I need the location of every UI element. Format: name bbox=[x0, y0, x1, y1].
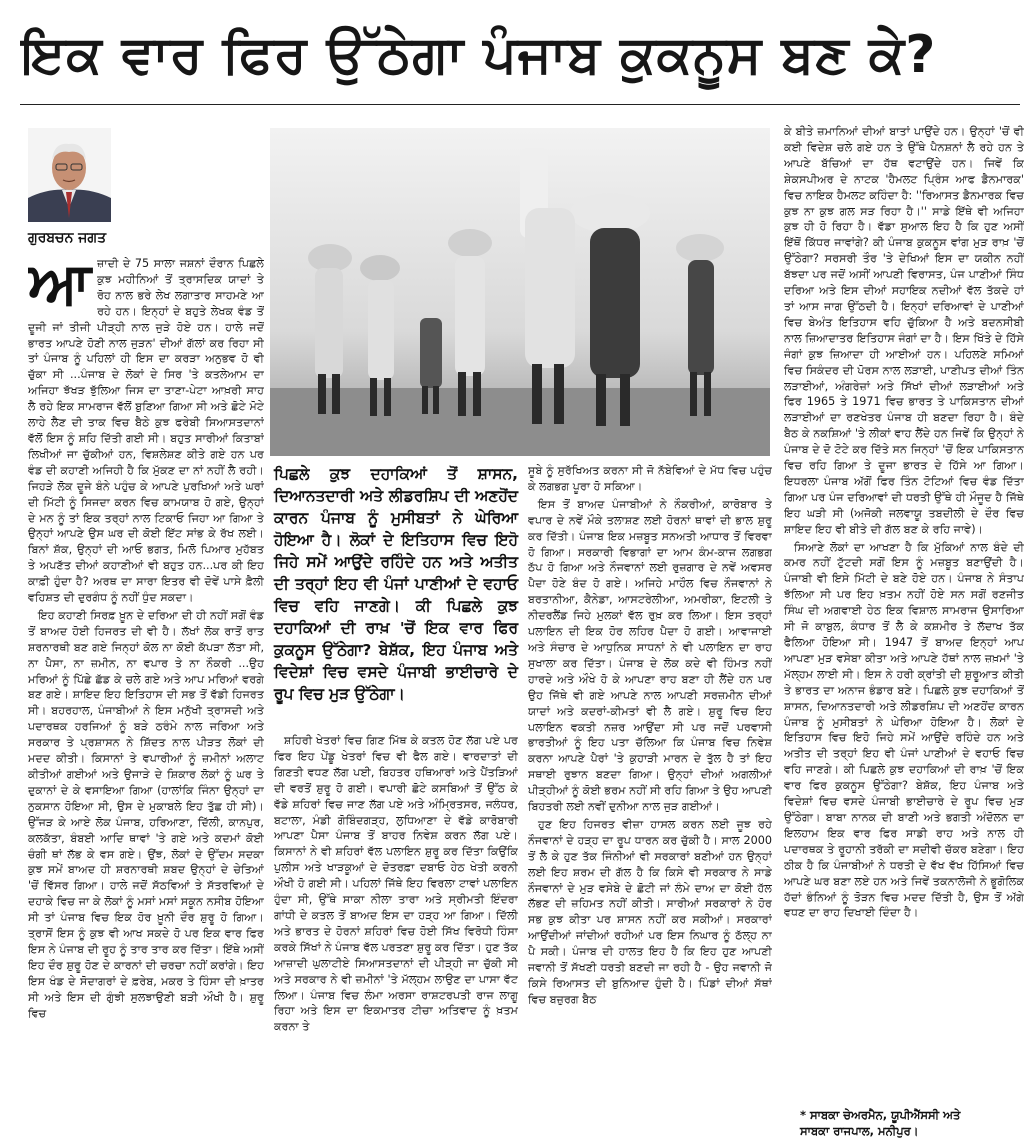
author-byline: ਗੁਰਬਚਨ ਜਗਤ bbox=[28, 230, 107, 246]
headline: ਇਕ ਵਾਰ ਫਿਰ ਉੱਠੇਗਾ ਪੰਜਾਬ ਕੁਕਨੂਸ ਬਣ ਕੇ? bbox=[20, 25, 937, 85]
partition-photo bbox=[270, 128, 770, 456]
column-3 bbox=[528, 463, 772, 1137]
column-4 bbox=[784, 124, 1024, 1104]
dropcap: ਆ bbox=[28, 256, 92, 317]
author-portrait bbox=[28, 128, 111, 222]
paragraph: ਕੇ ਬੀਤੇ ਜ਼ਮਾਨਿਆਂ ਦੀਆਂ ਬਾਤਾਂ ਪਾਉਂਦੇ ਹਨ। ਉਨ੍ਹਾਂ 'ਚੋਂ ਵੀ ਕਈ ਵਿਦੇਸ਼ ਚਲੇ ਗਏ ਹਨ ਤੇ ਉੱਥੇ ਪੈਨਸ਼ਨਾਂ ਲੈ ਰਹੇ ਹਨ ਤੇ ਆਪਣੇ ਬੱਚਿਆਂ ਦਾ ਹੱਥ ਵਟਾਉਂਦੇ ਹਨ। ਜਿਵੇਂ ਕਿ ਸ਼ੇਕਸਪੀਅਰ ਦੇ ਨਾਟਕ 'ਹੈਮਲਟ ਪ੍ਰਿੰਸ ਆਫ ਡੈਨਮਾਰਕ' ਵਿਚ ਨਾਇਕ ਹੈਮਲਟ ਕਹਿੰਦਾ ਹੈ: ''ਰਿਆਸਤ ਡੈਨਮਾਰਕ ਵਿਚ ਕੁਝ ਨਾ ਕੁਝ ਗਲ ਸੜ ਰਿਹਾ ਹੈ।'' ਸਾਡੇ ਇੱਥੇ ਵੀ ਅਜਿਹਾ ਕੁਝ ਹੀ ਹੋ ਰਿਹਾ ਹੈ। ਵੱਡਾ ਸੁਆਲ ਇਹ ਹੈ ਕਿ ਹੁਣ ਅਸੀਂ ਇੱਥੋਂ ਕਿੱਧਰ ਜਾਵਾਂਗੇ? ਕੀ ਪੰਜਾਬ ਕੁਕਨੂਸ ਵਾਂਗ ਮੁੜ ਰਾਖ਼ 'ਚੋਂ ਉੱਠੇਗਾ? ਸਰਸਰੀ ਤੌਰ 'ਤੇ ਦੇਖਿਆਂ ਇਸ ਦਾ ਯਕੀਨ ਨਹੀਂ ਬੱਝਦਾ ਪਰ ਜਦੋਂ ਅਸੀਂ ਆਪਣੀ ਵਿਰਾਸਤ, ਪੰਜ ਪਾਣੀਆਂ ਸਿੰਧ ਦਰਿਆ ਅਤੇ ਇਸ ਦੀਆਂ ਸਹਾਇਕ ਨਦੀਆਂ ਵੱਲ ਤੱਕਦੇ ਹਾਂ ਤਾਂ ਆਸ ਜਾਗ ਉੱਠਦੀ ਹੈ। ਇਨ੍ਹਾਂ ਦਰਿਆਵਾਂ ਦੇ ਪਾਣੀਆਂ ਵਿਚ ਬੇਅੰਤ ਇਤਿਹਾਸ ਵਹਿ ਚੁੱਕਿਆ ਹੈ ਅਤੇ ਬਦਨਸੀਬੀ ਨਾਲ ਜ਼ਿਆਦਾਤਰ ਇਤਿਹਾਸ ਜੰਗਾਂ ਦਾ ਹੈ। ਇਸ ਖਿੱਤੇ ਦੇ ਹਿੱਸੇ ਜੰਗਾਂ ਕੁਝ ਜ਼ਿਆਦਾ ਹੀ ਆਈਆਂ ਹਨ। ਪਹਿਲਣੇ ਸਮਿਆਂ ਵਿਚ ਸਿਕੰਦਰ ਦੀ ਪੋਰਸ ਨਾਲ ਲੜਾਈ, ਪਾਣੀਪਤ ਦੀਆਂ ਤਿੰਨ ਲੜਾਈਆਂ, ਅੰਗਰੇਜ਼ਾਂ ਅਤੇ ਸਿੱਖਾਂ ਦੀਆਂ ਲੜਾਈਆਂ ਅਤੇ ਫਿਰ 1965 ਤੇ 1971 ਵਿਚ ਭਾਰਤ ਤੇ ਪਾਕਿਸਤਾਨ ਦੀਆਂ ਲੜਾਈਆਂ ਦਾ ਰਣਖੇਤਰ ਪੰਜਾਬ ਹੀ ਬਣਦਾ ਰਿਹਾ ਹੈ। ਬੰਦੇ ਬੈਠ ਕੇ ਨਕਸ਼ਿਆਂ 'ਤੇ ਲੀਕਾਂ ਵਾਹ ਲੈਂਦੇ ਹਨ ਜਿਵੇਂ ਕਿ ਉਨ੍ਹਾਂ ਨੇ ਪੰਜਾਬ ਦੇ ਦੋ ਟੋਟੇ ਕਰ ਦਿੱਤੇ ਸਨ ਜਿਨ੍ਹਾਂ 'ਚੋਂ ਇਕ ਪਾਕਿਸਤਾਨ ਵਿਚ ਰਹਿ ਗਿਆ ਤੇ ਦੂਜਾ ਭਾਰਤ ਦੇ ਹਿੱਸੇ ਆ ਗਿਆ। ਇਧਰਲਾ ਪੰਜਾਬ ਅੱਗੋਂ ਫਿਰ ਤਿੰਨ ਟੋਟਿਆਂ ਵਿਚ ਵੰਡ ਦਿੱਤਾ ਗਿਆ ਪਰ ਪੰਜ ਦਰਿਆਵਾਂ ਦੀ ਧਰਤੀ ਉੱਥੇ ਹੀ ਮੌਜੂਦ ਹੈ ਜਿੱਥੇ ਇਹ ਘੜੀ ਸੀ (ਅਜੋਕੀ ਜਲਵਾਯੂ ਤਬਦੀਲੀ ਦੇ ਦੌਰ ਵਿਚ ਸ਼ਾਇਦ ਇਹ ਵੀ ਬੀਤੇ ਦੀ ਗੱਲ ਬਣ ਕੇ ਰਹਿ ਜਾਵੇ)। bbox=[784, 125, 1024, 536]
paragraph: ਇਹ ਕਹਾਣੀ ਸਿਰਫ਼ ਖ਼ੂਨ ਦੇ ਦਰਿਆ ਦੀ ਹੀ ਨਹੀਂ ਸਗੋਂ ਵੰਡ ਤੋਂ ਬਾਅਦ ਹੋਈ ਹਿਜਰਤ ਦੀ ਵੀ ਹੈ। ਲੱਖਾਂ ਲੋਕ ਰਾਤੋਂ ਰਾਤ ਸ਼ਰਨਾਰਥੀ ਬਣ ਗਏ ਜਿਨ੍ਹਾਂ ਕੋਲ ਨਾ ਕੋਈ ਕੱਪੜਾ ਲੱਤਾ ਸੀ, ਨਾ ਪੈਸਾ, ਨਾ ਜ਼ਮੀਨ, ਨਾ ਵਪਾਰ ਤੇ ਨਾ ਨੌਕਰੀ ...ਉਹ ਮਰਿਆਂ ਨੂੰ ਪਿੱਛੇ ਛੱਡ ਕੇ ਚਲੇ ਗਏ ਅਤੇ ਆਪ ਮਰਿਆਂ ਵਰਗੇ ਬਣ ਗਏ। ਸ਼ਾਇਦ ਇਹ ਇਤਿਹਾਸ ਦੀ ਸਭ ਤੋਂ ਵੱਡੀ ਹਿਜਰਤ ਸੀ। ਬਹਰਹਾਲ, ਪੰਜਾਬੀਆਂ ਨੇ ਇਸ ਮਨੁੱਖੀ ਤ੍ਰਾਸਦੀ ਅਤੇ ਪਦਾਰਥਕ ਹਰਜਿਆਂ ਨੂੰ ਬੜੇ ਠਰੰਮੇ ਨਾਲ ਜਰਿਆ ਅਤੇ ਸਰਕਾਰ ਤੇ ਪ੍ਰਸ਼ਾਸਨ ਨੇ ਸ਼ਿੱਦਤ ਨਾਲ ਪੀੜਤ ਲੋਕਾਂ ਦੀ ਮਦਦ ਕੀਤੀ। ਕਿਸਾਨਾਂ ਤੇ ਵਪਾਰੀਆਂ ਨੂੰ ਜ਼ਮੀਨਾਂ ਅਲਾਟ ਕੀਤੀਆਂ ਗਈਆਂ ਅਤੇ ਉਜਾੜੇ ਦੇ ਸ਼ਿਕਾਰ ਲੋਕਾਂ ਨੂੰ ਘਰ ਤੇ ਦੁਕਾਨਾਂ ਦੇ ਕੇ ਵਸਾਇਆ ਗਿਆ (ਹਾਲਾਂਕਿ ਜਿੰਨਾ ਉਨ੍ਹਾਂ ਦਾ ਨੁਕਸਾਨ ਹੋਇਆ ਸੀ, ਉਸ ਦੇ ਮੁਕਾਬਲੇ ਇਹ ਤੁੱਛ ਹੀ ਸੀ)। ਉੱਜੜ ਕੇ ਆਏ ਲੋਕ ਪੰਜਾਬ, ਹਰਿਆਣਾ, ਦਿੱਲੀ, ਕਾਨਪੁਰ, ਕਲਕੱਤਾ, ਬੰਬਈ ਆਦਿ ਥਾਵਾਂ 'ਤੇ ਗਏ ਅਤੇ ਕਦਮਾਂ ਕੋਈ ਚੰਗੀ ਥਾਂ ਲੱਭ ਕੇ ਵਸ ਗਏ। ਉਂਝ, ਲੋਕਾਂ ਦੇ ਉੱਦਮ ਸਦਕਾ ਕੁਝ ਸਮੇਂ ਬਾਅਦ ਹੀ ਸ਼ਰਨਾਰਥੀ ਸ਼ਬਦ ਉਨ੍ਹਾਂ ਦੇ ਚੇਤਿਆਂ 'ਚੋਂ ਵਿੱਸਰ ਗਿਆ। ਹਾਲੇ ਜਦੋਂ ਸੱਠਵਿਆਂ ਤੇ ਸੱਤਰਵਿਆਂ ਦੇ ਦਹਾਕੇ ਵਿਚ ਜਾ ਕੇ ਲੋਕਾਂ ਨੂੰ ਮਸਾਂ ਮਸਾਂ ਸਕੂਨ ਨਸੀਬ ਹੋਇਆ ਸੀ ਤਾਂ ਪੰਜਾਬ ਵਿਚ ਇਕ ਹੋਰ ਖ਼ੂਨੀ ਦੌਰ ਸ਼ੁਰੂ ਹੋ ਗਿਆ। ਤ੍ਰਾਸੋਂ ਇਸ ਨੂੰ ਕੁਝ ਵੀ ਆਖ ਸਕਦੇ ਹੋ ਪਰ ਇਕ ਵਾਰ ਫਿਰ ਇਸ ਨੇ ਪੰਜਾਬ ਦੀ ਰੂਹ ਨੂੰ ਤਾਰ ਤਾਰ ਕਰ ਦਿੱਤਾ। ਇੱਥੇ ਅਸੀਂ ਇਹ ਦੌਰ ਸ਼ੁਰੂ ਹੋਣ ਦੇ ਕਾਰਨਾਂ ਦੀ ਚਰਚਾ ਨਹੀਂ ਕਰਾਂਗੇ। ਇਹ ਇਸ ਖੰਡ ਦੇ ਸੋਦਾਗਰਾਂ ਦੇ ਫ਼ਰੇਬ, ਮਕਰ ਤੇ ਹਿੰਸਾ ਦੀ ਖ਼ਾਤਰ ਸੀ ਅਤੇ ਇਸ ਦੀ ਗੁੰਝੀ ਸੁਲਝਾਉਣੀ ਬੜੀ ਔਖੀ ਹੈ। ਸ਼ੁਰੂ ਵਿਚ bbox=[28, 608, 264, 1020]
column-2 bbox=[274, 733, 518, 1137]
author-note-line: ਸਾਬਕਾ ਰਾਜਪਾਲ, ਮਨੀਪੁਰ। bbox=[800, 1123, 919, 1138]
pull-quote: ਪਿਛਲੇ ਕੁਝ ਦਹਾਕਿਆਂ ਤੋਂ ਸ਼ਾਸਨ, ਦਿਆਨਤਦਾਰੀ ਅਤੇ ਲੀਡਰਸ਼ਿਪ ਦੀ ਅਣਹੋਂਦ ਕਾਰਨ ਪੰਜਾਬ ਨੂੰ ਮੁਸੀਬਤਾਂ ਨੇ ਘੇਰਿਆ ਹੋਇਆ ਹੈ। ਲੋਕਾਂ ਦੇ ਇਤਿਹਾਸ ਵਿਚ ਇਹੋ ਜਿਹੇ ਸਮੇਂ ਆਉਂਦੇ ਰਹਿੰਦੇ ਹਨ ਅਤੇ ਅਤੀਤ ਦੀ ਤਰ੍ਹਾਂ ਇਹ ਵੀ ਪੰਜਾਂ ਪਾਣੀਆਂ ਦੇ ਵਹਾਓ ਵਿਚ ਵਹਿ ਜਾਣਗੇ। ਕੀ ਪਿਛਲੇ ਕੁਝ ਦਹਾਕਿਆਂ ਦੀ ਰਾਖ਼ 'ਚੋਂ ਇਕ ਵਾਰ ਫਿਰ ਕੁਕਨੂਸ ਉੱਠੇਗਾ? ਬੇਸ਼ੱਕ, ਇਹ ਪੰਜਾਬ ਅਤੇ ਵਿਦੇਸ਼ਾਂ ਵਿਚ ਵਸਦੇ ਪੰਜਾਬੀ ਭਾਈਚਾਰੇ ਦੇ ਰੂਪ ਵਿਚ ਮੁੜ ਉੱਠੇਗਾ। bbox=[274, 465, 518, 703]
paragraph: ਸਿਆਣੇ ਲੋਕਾਂ ਦਾ ਆਖਣਾ ਹੈ ਕਿ ਮੁੱਕਿਆਂ ਨਾਲ ਬੰਦੇ ਦੀ ਕਮਰ ਨਹੀਂ ਟੁੱਟਦੀ ਸਗੋਂ ਇਸ ਨੂੰ ਮਜ਼ਬੂਤ ਬਣਾਉਂਦੀ ਹੈ। ਪੰਜਾਬੀ ਵੀ ਇਸੇ ਮਿੱਟੀ ਦੇ ਬਣੇ ਹੋਏ ਹਨ। ਪੰਜਾਬ ਨੇ ਸੰਤਾਪ ਝੱਲਿਆ ਸੀ ਪਰ ਇਹ ਖ਼ਤਮ ਨਹੀਂ ਹੋਏ ਸਨ ਸਗੋਂ ਰਣਜੀਤ ਸਿੰਘ ਦੀ ਅਗਵਾਈ ਹੇਠ ਇਕ ਵਿਸ਼ਾਲ ਸਾਮਰਾਜ ਉਸਾਰਿਆ ਸੀ ਜੋ ਕਾਬੁਲ, ਕੰਧਾਰ ਤੋਂ ਲੈ ਕੇ ਕਸ਼ਮੀਰ ਤੇ ਲੱਦਾਖ ਤੱਕ ਫੈਲਿਆ ਹੋਇਆ ਸੀ। 1947 ਤੋਂ ਬਾਅਦ ਇਨ੍ਹਾਂ ਆਪ ਆਪਣਾ ਮੁੜ ਵਸੇਬਾ ਕੀਤਾ ਅਤੇ ਆਪਣੇ ਹੱਥਾਂ ਨਾਲ ਜ਼ਖ਼ਮਾਂ 'ਤੇ ਮੱਲ੍ਹਮ ਲਾਈ ਸੀ। ਇਸ ਨੇ ਹਰੀ ਕ੍ਰਾਂਤੀ ਦੀ ਸ਼ੁਰੂਆਤ ਕੀਤੀ ਤੇ ਭਾਰਤ ਦਾ ਅਨਾਜ ਭੰਡਾਰ ਬਣੇ। ਪਿਛਲੇ ਕੁਝ ਦਹਾਕਿਆਂ ਤੋਂ ਸ਼ਾਸਨ, ਦਿਆਨਤਦਾਰੀ ਅਤੇ ਲੀਡਰਸ਼ਿਪ ਦੀ ਅਣਹੋਂਦ ਕਾਰਨ ਪੰਜਾਬ ਨੂੰ ਮੁਸੀਬਤਾਂ ਨੇ ਘੇਰਿਆ ਹੋਇਆ ਹੈ। ਲੋਕਾਂ ਦੇ ਇਤਿਹਾਸ ਵਿਚ ਇਹੋ ਜਿਹੇ ਸਮੇਂ ਆਉਂਦੇ ਰਹਿੰਦੇ ਹਨ ਅਤੇ ਅਤੀਤ ਦੀ ਤਰ੍ਹਾਂ ਇਹ ਵੀ ਪੰਜਾਂ ਪਾਣੀਆਂ ਦੇ ਵਹਾਓ ਵਿਚ ਵਹਿ ਜਾਣਗੇ। ਕੀ ਪਿਛਲੇ ਕੁਝ ਦਹਾਕਿਆਂ ਦੀ ਰਾਖ਼ 'ਚੋਂ ਇਕ ਵਾਰ ਫਿਰ ਕੁਕਨੂਸ ਉੱਠੇਗਾ? ਬੇਸ਼ੱਕ, ਇਹ ਪੰਜਾਬ ਅਤੇ ਵਿਦੇਸ਼ਾਂ ਵਿਚ ਵਸਦੇ ਪੰਜਾਬੀ ਭਾਈਚਾਰੇ ਦੇ ਰੂਪ ਵਿਚ ਮੁੜ ਉੱਠੇਗਾ। ਬਾਬਾ ਨਾਨਕ ਦੀ ਬਾਣੀ ਅਤੇ ਭਗਤੀ ਅੰਦੋਲਨ ਦਾ ਇਲਹਾਮ ਇਕ ਵਾਰ ਫਿਰ ਸਾਡੀ ਰਾਹ ਅਤੇ ਨਾਲ ਹੀ ਪਦਾਰਥਕ ਤੇ ਰੂਹਾਨੀ ਤਰੱਕੀ ਦਾ ਸਦੀਵੀ ਚੱਕਰ ਬਣੇਗਾ। ਇਹ ਠੀਕ ਹੈ ਕਿ ਪੰਜਾਬੀਆਂ ਨੇ ਧਰਤੀ ਦੇ ਵੱਖ ਵੱਖ ਹਿੱਸਿਆਂ ਵਿਚ ਆਪਣੇ ਘਰ ਬਣਾ ਲਏ ਹਨ ਅਤੇ ਜਿਵੇਂ ਤਕਨਾਲੋਜੀ ਨੇ ਭੂਗੋਲਿਕ ਹੱਦਾਂ ਭੰਨਿਆਂ ਨੂੰ ਤੋੜਨ ਵਿਚ ਮਦਦ ਦਿੱਤੀ ਹੈ, ਉਸ ਤੋਂ ਅੱਗੇ ਵਧਣ ਦਾ ਰਾਹ ਦਿਖਾਈ ਦਿੰਦਾ ਹੈ। bbox=[784, 540, 1024, 920]
paragraph: ਸ਼ਹਿਰੀ ਖੇਤਰਾਂ ਵਿਚ ਗਿਣ ਮਿੱਥ ਕੇ ਕਤਲ ਹੋਣ ਲੱਗ ਪਏ ਪਰ ਫਿਰ ਇਹ ਪੇਂਡੂ ਖੇਤਰਾਂ ਵਿਚ ਵੀ ਫੈਲ ਗਏ। ਵਾਰਦਾਤਾਂ ਦੀ ਗਿਣਤੀ ਵਧਣ ਲੱਗ ਪਈ, ਬਿਹਤਰ ਹਥਿਆਰਾਂ ਅਤੇ ਪੈਂਤੜਿਆਂ ਦੀ ਵਰਤੋਂ ਸ਼ੁਰੂ ਹੋ ਗਈ। ਵਪਾਰੀ ਛੋਟੇ ਕਸਬਿਆਂ ਤੋਂ ਉੱਠ ਕੇ ਵੱਡੇ ਸ਼ਹਿਰਾਂ ਵਿਚ ਜਾਣ ਲੱਗ ਪਏ ਅਤੇ ਅੰਮ੍ਰਿਤਸਰ, ਜਲੰਧਰ, ਬਟਾਲਾ, ਮੰਡੀ ਗੋਬਿੰਦਗੜ੍ਹ, ਲੁਧਿਆਣਾ ਦੇ ਵੱਡੇ ਕਾਰੋਬਾਰੀ ਆਪਣਾ ਪੈਸਾ ਪੰਜਾਬ ਤੋਂ ਬਾਹਰ ਨਿਵੇਸ਼ ਕਰਨ ਲੱਗ ਪਏ। ਕਿਸਾਨਾਂ ਨੇ ਵੀ ਸ਼ਹਿਰਾਂ ਵੱਲ ਪਲਾਇਨ ਸ਼ੁਰੂ ਕਰ ਦਿੱਤਾ ਕਿਉਂਕਿ ਪੁਲੀਸ ਅਤੇ ਖਾੜਕੂਆਂ ਦੇ ਦੋਤਰਫ਼ਾ ਦਬਾਓ ਹੇਠ ਖੇਤੀ ਕਰਨੀ ਔਖੀ ਹੋ ਗਈ ਸੀ। ਪਹਿਲਾਂ ਜਿੱਥੇ ਇਹ ਵਿਰਲਾ ਟਾਵਾਂ ਪਲਾਇਨ ਹੁੰਦਾ ਸੀ, ਉੱਥੇ ਸਾਕਾ ਨੀਲਾ ਤਾਰਾ ਅਤੇ ਸ੍ਰੀਮਤੀ ਇੰਦਰਾ ਗਾਂਧੀ ਦੇ ਕਤਲ ਤੋਂ ਬਾਅਦ ਇਸ ਦਾ ਹੜ੍ਹ ਆ ਗਿਆ। ਦਿੱਲੀ ਅਤੇ ਭਾਰਤ ਦੇ ਹੋਰਨਾਂ ਸ਼ਹਿਰਾਂ ਵਿਚ ਹੋਈ ਸਿੱਖ ਵਿਰੋਧੀ ਹਿੰਸਾ ਕਰਕੇ ਸਿੱਖਾਂ ਨੇ ਪੰਜਾਬ ਵੱਲ ਪਰਤਣਾ ਸ਼ੁਰੂ ਕਰ ਦਿੱਤਾ। ਹੁਣ ਤੱਕ ਆਜ਼ਾਦੀ ਘੁਲਾਟੀਏ ਸਿਆਸਤਦਾਨਾਂ ਦੀ ਪੀੜ੍ਹੀ ਜਾ ਚੁੱਕੀ ਸੀ ਅਤੇ ਸਰਕਾਰ ਨੇ ਵੀ ਜ਼ਮੀਨਾਂ 'ਤੇ ਮੱਲ੍ਹਮ ਲਾਉਣ ਦਾ ਪਾਸਾ ਵੱਟ ਲਿਆ। ਪੰਜਾਬ ਵਿਚ ਲੰਮਾ ਅਰਸਾ ਰਾਸ਼ਟਰਪਤੀ ਰਾਜ ਲਾਗੂ ਰਿਹਾ ਅਤੇ ਇਸ ਦਾ ਇਕਮਾਤਰ ਟੀਚਾ ਅਤਿਵਾਦ ਨੂੰ ਖ਼ਤਮ ਕਰਨਾ ਤੇ bbox=[274, 734, 518, 1034]
headline-rule bbox=[20, 104, 1020, 105]
paragraph: ਇਸ ਤੋਂ ਬਾਅਦ ਪੰਜਾਬੀਆਂ ਨੇ ਨੌਕਰੀਆਂ, ਕਾਰੋਬਾਰ ਤੇ ਵਪਾਰ ਦੇ ਨਵੇਂ ਮੌਕੇ ਤਲਾਸ਼ਣ ਲਈ ਹੋਰਨਾਂ ਥਾਵਾਂ ਦੀ ਭਾਲ ਸ਼ੁਰੂ ਕਰ ਦਿੱਤੀ। ਪੰਜਾਬ ਇਕ ਮਜ਼ਬੂਤ ਸਨਅਤੀ ਆਧਾਰ ਤੋਂ ਵਿਰਵਾ ਹੋ ਗਿਆ। ਸਰਕਾਰੀ ਵਿਭਾਗਾਂ ਦਾ ਆਮ ਕੰਮ-ਕਾਜ ਲਗਭਗ ਠੱਪ ਹੋ ਗਿਆ ਅਤੇ ਨੌਜਵਾਨਾਂ ਲਈ ਰੁਜ਼ਗਾਰ ਦੇ ਨਵੇਂ ਅਵਸਰ ਪੈਦਾ ਹੋਣੇ ਬੰਦ ਹੋ ਗਏ। ਅਜਿਹੇ ਮਾਹੌਲ ਵਿਚ ਨੌਜਵਾਨਾਂ ਨੇ ਬਰਤਾਨੀਆ, ਕੈਨੇਡਾ, ਆਸਟਰੇਲੀਆ, ਅਮਰੀਕਾ, ਇਟਲੀ ਤੇ ਨੀਦਰਲੈਂਡ ਜਿਹੇ ਮੁਲਕਾਂ ਵੱਲ ਰੁਖ਼ ਕਰ ਲਿਆ। ਇਸ ਤਰ੍ਹਾਂ ਪਲਾਇਨ ਦੀ ਇਕ ਹੋਰ ਲਹਿਰ ਪੈਦਾ ਹੋ ਗਈ। ਆਵਾਜਾਈ ਅਤੇ ਸੰਚਾਰ ਦੇ ਆਧੁਨਿਕ ਸਾਧਨਾਂ ਨੇ ਵੀ ਪਲਾਇਨ ਦਾ ਰਾਹ ਸੁਖਾਲਾ ਕਰ ਦਿੱਤਾ। ਪੰਜਾਬ ਦੇ ਲੋਕ ਕਦੇ ਵੀ ਹਿੰਮਤ ਨਹੀਂ ਹਾਰਦੇ ਅਤੇ ਔਖੇ ਹੋ ਕੇ ਆਪਣਾ ਰਾਹ ਬਣਾ ਹੀ ਲੈਂਦੇ ਹਨ ਪਰ ਉਹ ਜਿੱਥੇ ਵੀ ਗਏ ਆਪਣੇ ਨਾਲ ਆਪਣੀ ਸਰਜ਼ਮੀਨ ਦੀਆਂ ਯਾਦਾਂ ਅਤੇ ਕਦਰਾਂ-ਕੀਮਤਾਂ ਵੀ ਲੈ ਗਏ। ਸ਼ੁਰੂ ਵਿਚ ਇਹ ਪਲਾਇਨ ਵਕਤੀ ਨਜ਼ਰ ਆਉਂਦਾ ਸੀ ਪਰ ਜਦੋਂ ਪਰਵਾਸੀ ਭਾਰਤੀਆਂ ਨੂੰ ਇਹ ਪਤਾ ਚੱਲਿਆ ਕਿ ਪੰਜਾਬ ਵਿਚ ਨਿਵੇਸ਼ ਕਰਨਾ ਆਪਣੇ ਪੈਰਾਂ 'ਤੇ ਕੁਹਾੜੀ ਮਾਰਨ ਦੇ ਤੁੱਲ ਹੈ ਤਾਂ ਇਹ ਸਥਾਈ ਰੁਝਾਨ ਬਣਦਾ ਗਿਆ। ਉਨ੍ਹਾਂ ਦੀਆਂ ਅਗਲੀਆਂ ਪੀੜ੍ਹੀਆਂ ਨੂੰ ਕੋਈ ਭਰਮ ਨਹੀਂ ਸੀ ਰਹਿ ਗਿਆ ਤੇ ਉਹ ਆਪਣੀ ਬਿਹਤਰੀ ਲਈ ਨਵੀਂ ਦੁਨੀਆ ਨਾਲ ਜੁੜ ਗਈਆਂ। bbox=[528, 497, 772, 814]
author-note bbox=[800, 1108, 1025, 1139]
column-1 bbox=[28, 256, 264, 1136]
paragraph: ਸੂਬੇ ਨੂੰ ਸੁਰੱਖਿਅਤ ਕਰਨਾ ਸੀ ਜੋ ਨੱਬੇਵਿਆਂ ਦੇ ਮੱਧ ਵਿਚ ਪਹੁੰਚ ਕੇ ਲਗਭਗ ਪੂਰਾ ਹੋ ਸਕਿਆ। bbox=[528, 464, 772, 493]
author-note-line: * ਸਾਬਕਾ ਚੇਅਰਮੈਨ, ਯੂਪੀਐੱਸਸੀ ਅਤੇ bbox=[800, 1108, 961, 1122]
paragraph: ਹੁਣ ਇਹ ਹਿਜਰਤ ਵੀਜ਼ਾ ਹਾਸਲ ਕਰਨ ਲਈ ਜੂਝ ਰਹੇ ਨੌਜਵਾਨਾਂ ਦੇ ਹੜ੍ਹ ਦਾ ਰੂਪ ਧਾਰਨ ਕਰ ਚੁੱਕੀ ਹੈ। ਸਾਲ 2000 ਤੋਂ ਲੈ ਕੇ ਹੁਣ ਤੱਕ ਜਿੰਨੀਆਂ ਵੀ ਸਰਕਾਰਾਂ ਬਣੀਆਂ ਹਨ ਉਨ੍ਹਾਂ ਲਈ ਇਹ ਸ਼ਰਮ ਦੀ ਗੱਲ ਹੈ ਕਿ ਕਿਸੇ ਵੀ ਸਰਕਾਰ ਨੇ ਸਾਡੇ ਨੌਜਵਾਨਾਂ ਦੇ ਮੁੜ ਵਸੇਬੇ ਦੇ ਛੋਟੀ ਜਾਂ ਲੰਮੇ ਦਾਅ ਦਾ ਕੋਈ ਹੱਲ ਲੱਭਣ ਦੀ ਜ਼ਹਿਮਤ ਨਹੀਂ ਕੀਤੀ। ਸਾਰੀਆਂ ਸਰਕਾਰਾਂ ਨੇ ਹੋਰ ਸਭ ਕੁਝ ਕੀਤਾ ਪਰ ਸ਼ਾਸਨ ਨਹੀਂ ਕਰ ਸਕੀਆਂ। ਸਰਕਾਰਾਂ ਆਉਂਦੀਆਂ ਜਾਂਦੀਆਂ ਰਹੀਆਂ ਪਰ ਇਸ ਨਿਘਾਰ ਨੂੰ ਠੱਲ੍ਹ ਨਾ ਪੈ ਸਕੀ। ਪੰਜਾਬ ਦੀ ਹਾਲਤ ਇਹ ਹੈ ਕਿ ਇਹ ਹੁਣ ਆਪਣੀ ਜਵਾਨੀ ਤੋਂ ਸੱਖਣੀ ਧਰਤੀ ਬਣਦੀ ਜਾ ਰਹੀ ਹੈ - ਉਹ ਜਵਾਨੀ ਜੋ ਕਿਸੇ ਰਿਆਸਤ ਦੀ ਬੁਨਿਆਦ ਹੁੰਦੀ ਹੈ। ਪਿੰਡਾਂ ਦੀਆਂ ਸੱਥਾਂ ਵਿਚ ਬਜ਼ੁਰਗ ਬੈਠ bbox=[528, 817, 772, 1006]
paragraph: ਜ਼ਾਦੀ ਦੇ 75 ਸਾਲਾ ਜਸ਼ਨਾਂ ਦੌਰਾਨ ਪਿਛਲੇ ਕੁਝ ਮਹੀਨਿਆਂ ਤੋਂ ਤ੍ਰਾਸਦਿਕ ਯਾਦਾਂ ਤੇ ਰੋਹ ਨਾਲ ਭਰੇ ਲੇਖ ਲਗਾਤਾਰ ਸਾਹਮਣੇ ਆ ਰਹੇ ਹਨ। ਇਨ੍ਹਾਂ ਦੇ ਬਹੁਤੇ ਲੇਖਕ ਵੰਡ ਤੋਂ ਦੂਜੀ ਜਾਂ ਤੀਜੀ ਪੀੜ੍ਹੀ ਨਾਲ ਜੁੜੇ ਹੋਏ ਹਨ। ਹਾਲੇ ਜਦੋਂ ਭਾਰਤ ਆਪਣੇ ਹੋਣੀ ਨਾਲ ਜੁੜਨ' ਦੀਆਂ ਗੱਲਾਂ ਕਰ ਰਿਹਾ ਸੀ ਤਾਂ ਪੰਜਾਬ ਨੂੰ ਪਹਿਲਾਂ ਹੀ ਇਸ ਦਾ ਕਰੜਾ ਅਨੁਭਵ ਹੋ ਵੀ ਚੁੱਕਾ ਸੀ ...ਪੰਜਾਬ ਦੇ ਲੋਕਾਂ ਦੇ ਸਿਰ 'ਤੇ ਕਤਲੇਆਮ ਦਾ ਅਜਿਹਾ ਝੱਖੜ ਝੁੱਲਿਆ ਜਿਸ ਦਾ ਤਾਣਾ-ਪੇਟਾ ਆਖ਼ਰੀ ਸਾਹ ਲੈ ਰਹੇ ਇਕ ਸਾਮਰਾਜ ਵੱਲੋਂ ਬੁਣਿਆ ਗਿਆ ਸੀ ਅਤੇ ਛੋਟੇ ਮੋਟੇ ਲਾਹੇ ਲੈਣ ਦੀ ਤਾਕ ਵਿਚ ਬੈਠੇ ਕੁਝ ਫਰੇਬੀ ਸਿਆਸਤਦਾਨਾਂ ਵੱਲੋਂ ਇਸ ਨੂੰ ਸ਼ਹਿ ਦਿੱਤੀ ਗਈ ਸੀ। ਬਹੁਤ ਸਾਰੀਆਂ ਕਿਤਾਬਾਂ ਲਿਖੀਆਂ ਜਾ ਚੁੱਕੀਆਂ ਹਨ, ਵਿਸ਼ਲੇਸ਼ਣ ਕੀਤੇ ਗਏ ਹਨ ਪਰ ਵੰਡ ਦੀ ਕਹਾਣੀ ਅਜਿਹੀ ਹੈ ਕਿ ਮੁੱਕਣ ਦਾ ਨਾਂ ਨਹੀਂ ਲੈ ਰਹੀ। ਜਿਹੜੇ ਲੋਕ ਦੂਜੇ ਬੰਨੇ ਪਹੁੰਚ ਕੇ ਆਪਣੇ ਪੁਰਖਿਆਂ ਅਤੇ ਘਰਾਂ ਦੀ ਮਿੱਟੀ ਨੂੰ ਸਿਜਦਾ ਕਰਨ ਵਿਚ ਕਾਮਯਾਬ ਹੋ ਗਏ, ਉਨ੍ਹਾਂ ਦੇ ਮਨ ਨੂੰ ਤਾਂ ਇਕ ਤਰ੍ਹਾਂ ਨਾਲ ਟਿਕਾਓ ਜਿਹਾ ਆ ਗਿਆ ਤੇ ਉਨ੍ਹਾਂ ਆਪਣੇ ਉਸ ਘਰ ਦੀ ਕੋਈ ਇੱਟ ਸਾਂਭ ਕੇ ਰੱਖ ਲਈ। ਬਿਨਾਂ ਸ਼ੱਕ, ਉਨ੍ਹਾਂ ਦੀ ਆਓ ਭਗਤ, ਮਿਲੋ ਪਿਆਰ ਮੁਹੱਬਤ ਤੇ ਅਪਣੱਤ ਦੀਆਂ ਕਹਾਣੀਆਂ ਵੀ ਬਹੁਤ ਹਨ...ਪਰ ਕੀ ਇਹ ਕਾਫ਼ੀ ਹੁੰਦਾ ਹੈ? ਅਰਥ ਦਾ ਸਾਰਾ ਇਤਰ ਵੀ ਦੋਵੇਂ ਪਾਸੇ ਫ਼ੈਲੀ ਵਹਿਸ਼ਤ ਦੀ ਦੁਰਗੰਧ ਨੂੰ ਨਹੀਂ ਧੁੰਦ ਸਕਦਾ। bbox=[28, 257, 264, 605]
